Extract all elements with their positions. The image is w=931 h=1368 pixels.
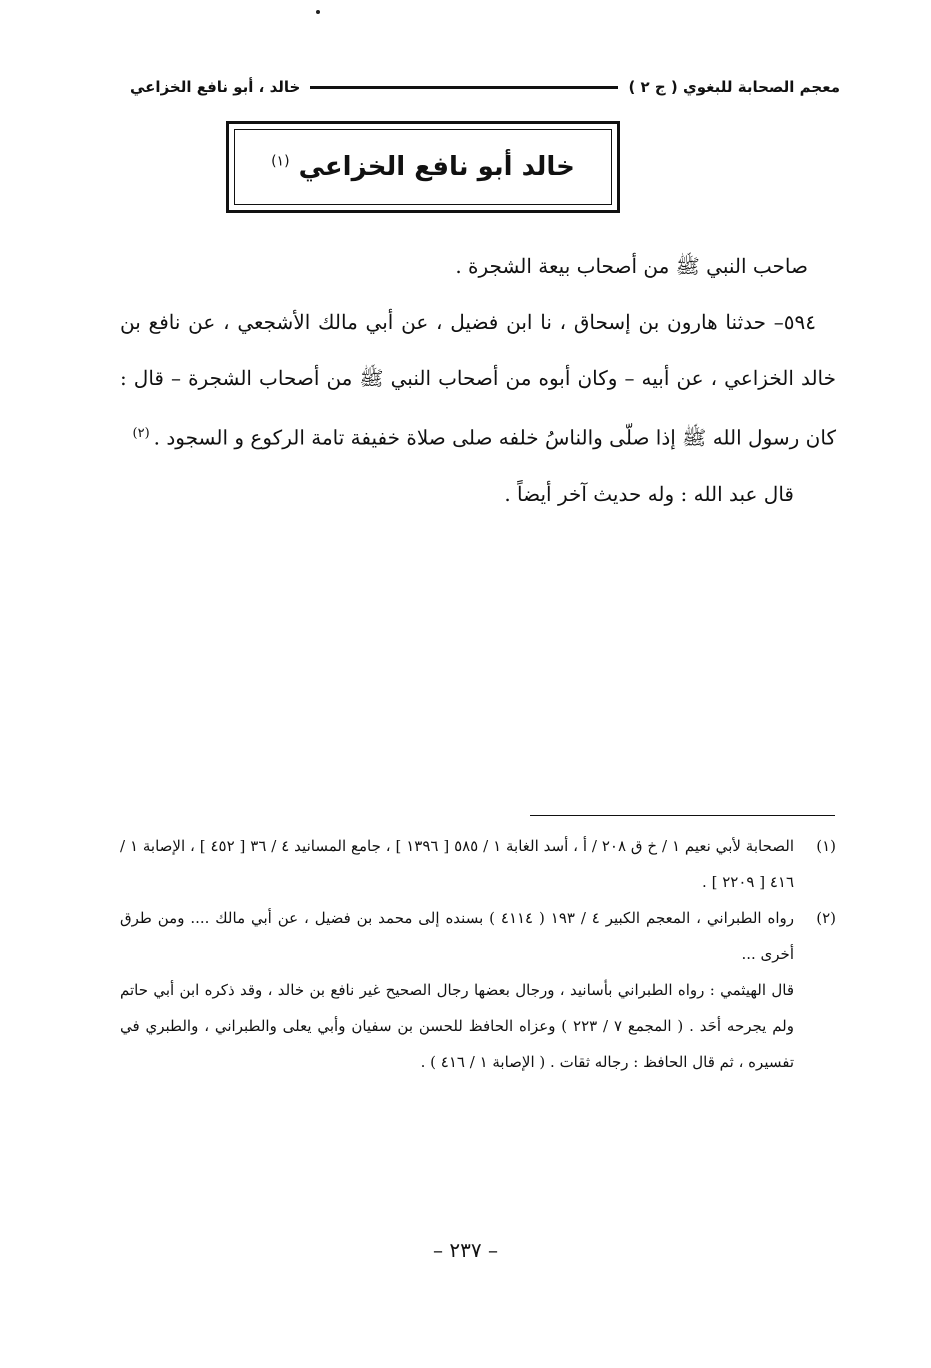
footnote bbox=[120, 900, 836, 1080]
entry-title-note: (١) bbox=[271, 153, 290, 170]
chapter-title: خالد ، أبو نافع الخزاعي bbox=[130, 78, 301, 96]
page-number: – ٢٣٧ – bbox=[433, 1238, 498, 1262]
book-title: معجم الصحابة للبغوي ( ج ٢ ) bbox=[628, 78, 840, 96]
entry-title-text: خالد أبو نافع الخزاعي bbox=[298, 152, 575, 182]
hadith-text: ٥٩٤– حدثنا هارون بن إسحاق ، نا ابن فضيل ، عن أبي مالك الأشجعي ، عن نافع بن خالد الخزاعي ، عن أبيه – وكان أبوه من أصحاب النبي ﷺ من أصحاب الشجرة – قال : كان رسول الله ﷺ إذا صلّى والناسُ خلفه صلى صلاة خفيفة تامة الركوع و السجود . bbox=[120, 310, 836, 450]
footnote-line: قال الهيثمي : رواه الطبراني بأسانيد ، ورجال بعضها رجال الصحيح غير نافع بن خالد ، وقد ذكره ابن أبي حاتم ولم يجرحه أحَد . ( المجمع ٧ / ٢٢٣ ) وعزاه الحافظ للحسن بن سفيان وأبي يعلى والطبراني ، والطبري في تفسيره ، ثم قال الحافظ : رجاله ثقات . ( الإصابة ١ / ٤١٦ ) . bbox=[120, 981, 794, 1071]
footnote-line: رواه الطبراني ، المعجم الكبير ٤ / ١٩٣ ( ٤١١٤ ) بسنده إلى محمد بن فضيل ، عن أبي مالك .... ومن طرق أخرى ... bbox=[120, 909, 794, 963]
hadith-paragraph bbox=[120, 294, 836, 466]
footnote-number: (٢) bbox=[816, 909, 836, 927]
hadith-note-ref: (٢) bbox=[132, 426, 150, 441]
footnote-text bbox=[120, 828, 794, 900]
main-text bbox=[120, 238, 836, 522]
footnote-text bbox=[120, 900, 794, 1080]
footnote-separator bbox=[530, 815, 835, 816]
speck-mark bbox=[316, 10, 320, 14]
footnotes bbox=[120, 828, 836, 1080]
entry-title-box bbox=[226, 121, 620, 213]
running-header bbox=[130, 72, 840, 102]
footnote-line: الصحابة لأبي نعيم ١ / خ ق ٢٠٨ / أ ، أسد الغابة ١ / ٥٨٥ [ ١٣٩٦ ] ، جامع المسانيد ٤ / ٣٦ [ ٤٥٢ ] ، الإصابة ١ / ٤١٦ [ ٢٢٠٩ ] . bbox=[120, 837, 795, 891]
closing-line: قال عبد الله : وله حديث آخر أيضاً . bbox=[504, 481, 794, 506]
companion-line: صاحب النبي ﷺ من أصحاب بيعة الشجرة . bbox=[455, 254, 808, 278]
footnote bbox=[120, 828, 836, 900]
entry-title bbox=[271, 152, 575, 182]
footnote-number: (١) bbox=[816, 837, 836, 855]
header-rule bbox=[310, 86, 618, 89]
